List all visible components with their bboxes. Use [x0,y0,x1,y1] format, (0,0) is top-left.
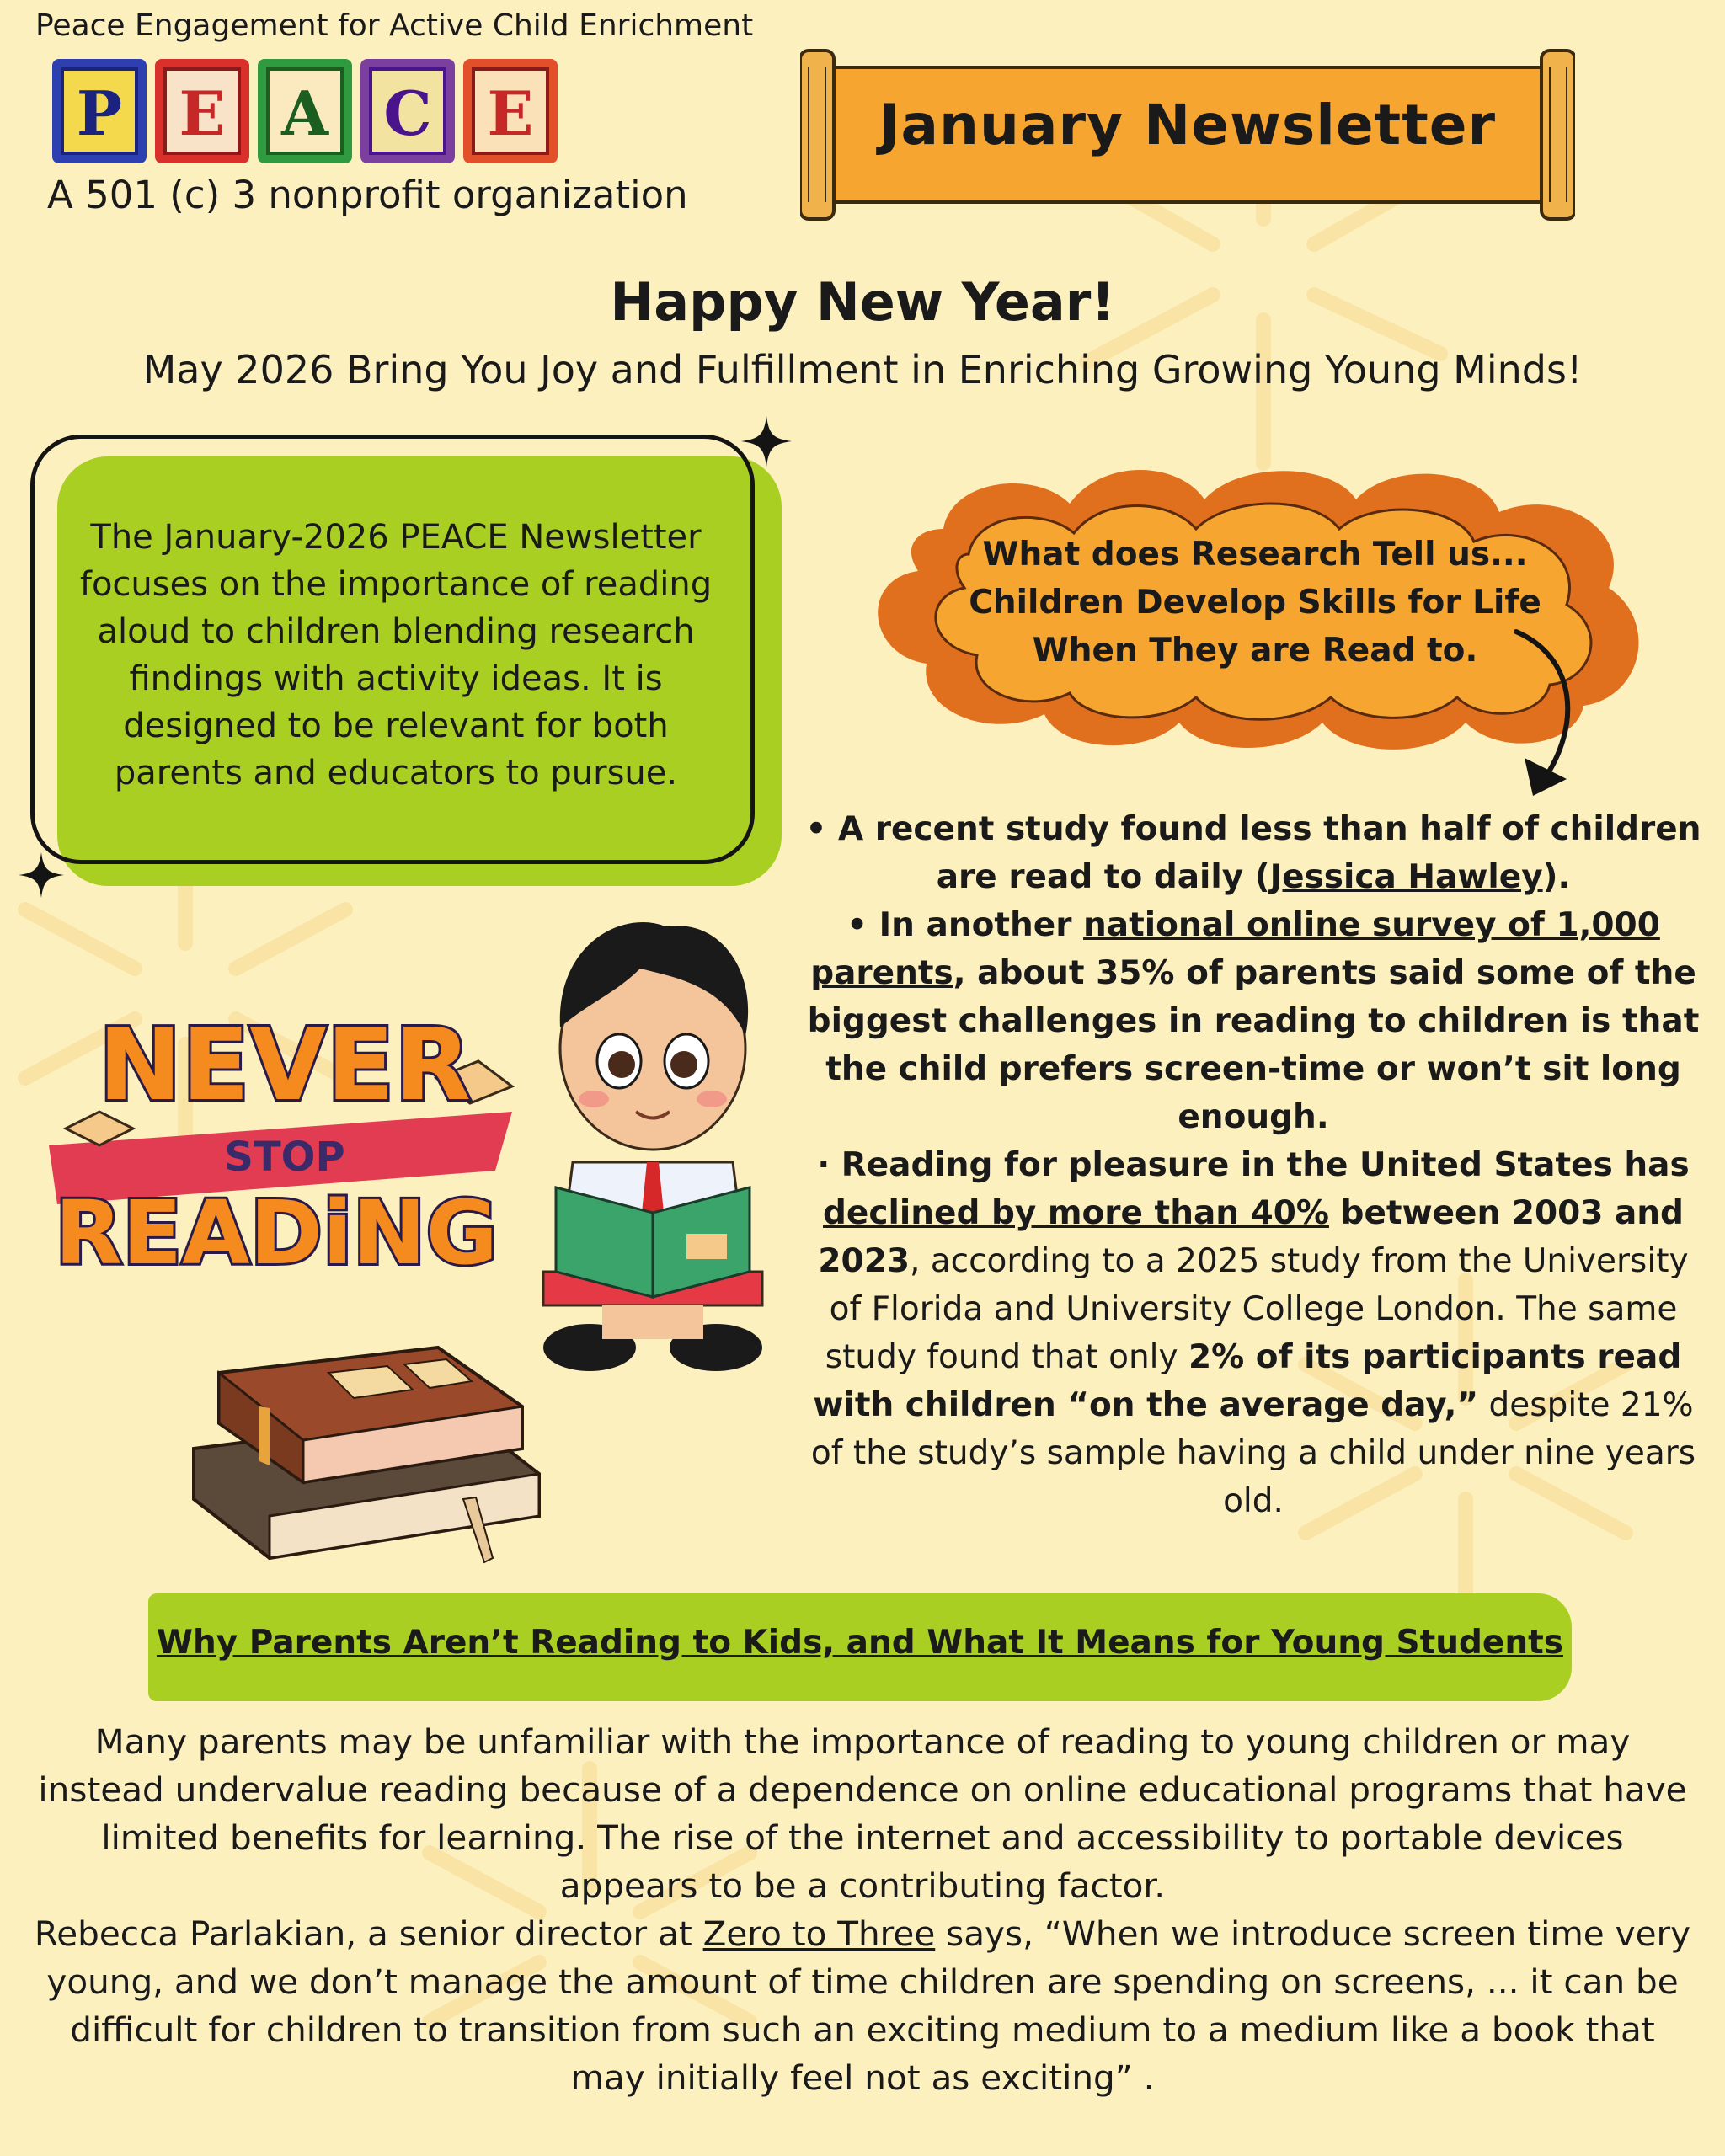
boy-reading-illustration [539,910,766,1381]
org-full-name: Peace Engagement for Active Child Enrichment [35,8,754,43]
section-title-link[interactable]: Why Parents Aren’t Reading to Kids, and What It Means for Young Students [157,1624,1563,1662]
stat-text: 2% of its participants read with children “on the average day,” [813,1338,1682,1424]
logo-letter: C [383,77,432,149]
citation-link-jessica-hawley[interactable]: Jessica Hawley [1269,858,1543,896]
stat-text: • A recent study found less than half of children are read to daily ( [805,810,1701,896]
greeting-subtitle: May 2026 Bring You Joy and Fulfillment in Enriching Growing Young Minds! [142,347,1583,392]
callout-line: Children Develop Skills for Life [969,584,1541,622]
stat-text: , according to a 2025 study from the University of Florida and University College London. The same study found that only [825,1242,1689,1376]
citation-link-national-survey[interactable]: national online survey of 1,000 parents [810,906,1660,992]
body-text: says, “When we introduce screen time very young, and we don’t manage the amount of time children are spending on screens, ... it can be difficult for children to transition from such an exciting medium to a medium like a book that may initially feel not as exciting” . [46,1913,1691,2098]
stat-text: • In another [846,906,1084,944]
callout-line: When They are Read to. [1032,632,1478,670]
stat-text: despite 21% of the study’s sample having a child under nine years old. [810,1386,1696,1520]
logo-letter: P [76,77,123,149]
never-art-text: NEVER [98,1011,472,1123]
never-stop-reading-illustration [40,1011,529,1280]
org-status: A 501 (c) 3 nonprofit organization [47,173,688,217]
logo-letter: A [281,77,328,149]
article-body [34,1718,1691,2102]
stat-text: ). [1542,858,1571,896]
logo-letter: E [179,77,226,149]
sparkle-star-icon [741,416,792,467]
book-stack-illustration [185,1305,556,1566]
body-paragraph: Many parents may be unfamiliar with the importance of reading to young children or may instead undervalue reading because of a dependence on online educational programs that have limited benefits for learning. The rise of the internet and accessibility to portable devices appears to be a contributing factor. [38,1721,1687,1906]
never-art-text: STOP [224,1134,345,1181]
callout-line: What does Research Tell us... [982,536,1528,574]
curved-arrow-icon [1499,623,1600,808]
body-text: Rebecca Parlakian, a senior director at [34,1913,703,1954]
greeting-title: Happy New Year! [610,271,1115,333]
citation-link-declined-40[interactable]: declined by more than 40% [823,1194,1329,1232]
newsletter-title: January Newsletter [879,93,1497,157]
intro-text: The January-2026 PEACE Newsletter focuses on the importance of reading aloud to children blending research findings with activity ideas. It is designed to be relevant for both parents and educators to pursue. [79,518,713,792]
logo-letter: E [487,77,534,149]
sparkle-star-icon [19,852,64,898]
stat-text: between 2003 and 2023 [818,1194,1684,1280]
stat-text: · Reading for pleasure in the United States has [817,1146,1690,1184]
stat-text: , about 35% of parents said some of the biggest challenges in reading to children is that the child prefers screen-time or won’t sit long enough. [807,954,1700,1136]
peace-logo [49,56,563,168]
zero-to-three-link[interactable]: Zero to Three [702,1913,936,1954]
cloud-callout-text [918,531,1592,675]
never-art-text: READiNG [55,1182,498,1280]
research-stats [798,805,1708,1525]
